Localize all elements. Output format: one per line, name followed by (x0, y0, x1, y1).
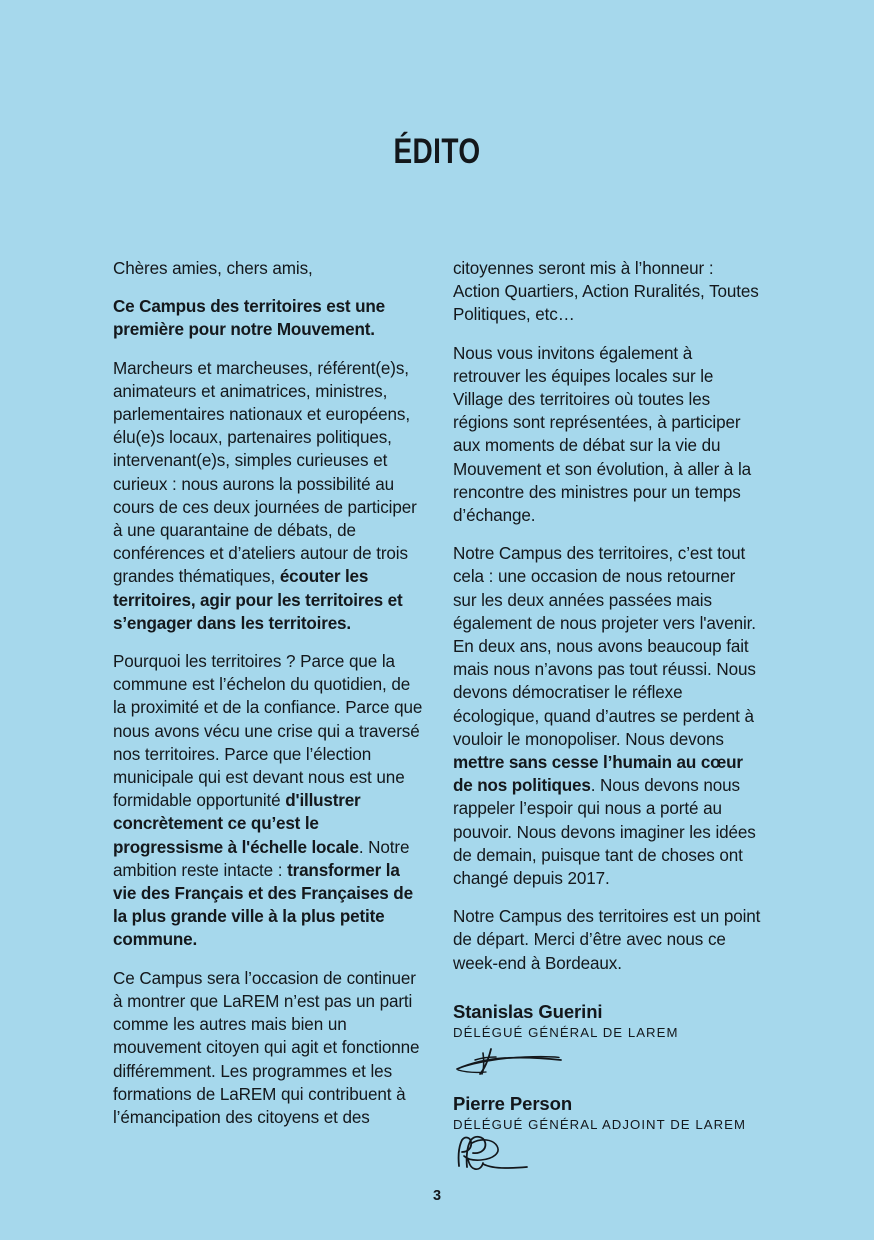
paragraph-closing (453, 905, 763, 975)
signatory-role: DÉLÉGUÉ GÉNÉRAL ADJOINT DE LAREM (453, 1116, 747, 1132)
page-number: 3 (432, 1188, 442, 1204)
text-run: . Notre ambition reste intacte : (113, 837, 410, 880)
paragraph-citizens-continued (453, 257, 763, 327)
emphasis-run: Ce Campus des territoires est une première pour notre Mouvement. (113, 297, 385, 340)
handwritten-signature-icon (453, 1134, 763, 1176)
signature-guerini (453, 1001, 763, 1081)
right-column (453, 257, 763, 1178)
emphasis-run: mettre sans cesse l’humain au cœur de nos politiques (453, 753, 743, 796)
emphasis-run: d'illustrer concrètement ce qu’est le progressisme à l'échelle locale (113, 791, 361, 857)
emphasis-run: écouter les territoires, agir pour les territoires et s’engager dans les territoires. (113, 567, 403, 633)
signatory-role: DÉLÉGUÉ GÉNÉRAL DE LAREM (453, 1024, 679, 1040)
paragraph-audience (113, 357, 423, 635)
paragraph-lede (113, 295, 423, 341)
text-run: citoyennes seront mis à l’honneur : Action Quartiers, Action Ruralités, Toutes Politiques, etc… (453, 259, 759, 325)
paragraph-greeting (113, 257, 423, 280)
text-run: Marcheurs et marcheuses, référent(e)s, animateurs et animatrices, ministres, parlementaires nationaux et européens, élu(e)s locaux, partenaires politiques, intervenant(e)s, simples curieuses et curieux : nous aurons la possibilité au cours de ces deux journées de participer à une quarantaine de débats, de conférences et d’ateliers autour de trois grandes thématiques, (113, 358, 417, 587)
paragraph-invitation (453, 342, 763, 528)
paragraph-why-territories (113, 650, 423, 952)
text-run: Notre Campus des territoires est un point de départ. Merci d’être avec nous ce week-end à Bordeaux. (453, 907, 761, 973)
handwritten-signature-icon (453, 1043, 763, 1081)
text-run: Pourquoi les territoires ? Parce que la commune est l’échelon du quotidien, de la proximité et de la confiance. Parce que nous avons vécu une crise qui a traversé nos territoires. Parce que l’élection municipale qui est devant nous est une formidable opportunité (113, 652, 423, 811)
signature-block (453, 1001, 763, 1176)
paragraph-larem-movement (113, 967, 423, 1129)
signature-person (453, 1093, 763, 1176)
text-run: Ce Campus sera l’occasion de continuer à montrer que LaREM n’est pas un parti comme les autres mais bien un mouvement citoyen qui agit et fonctionne différemment. Les programmes et les formations de LaREM qui contribuent à l’émancipation des citoyens et des (113, 968, 420, 1127)
signature-spacer (453, 1083, 763, 1093)
left-column (113, 257, 423, 1129)
two-column-body (113, 257, 763, 1178)
signatory-name: Stanislas Guerini (453, 1000, 603, 1022)
text-run: Chères amies, chers amis, (113, 259, 313, 278)
text-run: Nous vous invitons également à retrouver les équipes locales sur le Village des territoires où toutes les régions sont représentées, à participer aux moments de débat sur la vie du Mouvement et son évolution, à aller à la rencontre des ministres pour un temps d’échange. (453, 343, 752, 526)
text-run: Notre Campus des territoires, c’est tout cela : une occasion de nous retourner sur les deux années passées mais également de nous projeter vers l'avenir. En deux ans, nous avons beaucoup fait mais nous n’avons pas tout réussi. Nous devons démocratiser le réflexe écologique, quand d’autres se perdent à vouloir le monopoliser. Nous devons (453, 544, 756, 749)
emphasis-run: transformer la vie des Français et des Françaises de la plus grande ville à la plus petite commune. (113, 860, 413, 950)
paragraph-retrospective (453, 542, 763, 890)
page-title: ÉDITO (393, 132, 481, 171)
signatory-name: Pierre Person (453, 1092, 573, 1114)
text-run: . Nous devons nous rappeler l’espoir qui nous a porté au pouvoir. Nous devons imaginer les idées de demain, puisque tant de choses ont changé depuis 2017. (453, 776, 756, 889)
